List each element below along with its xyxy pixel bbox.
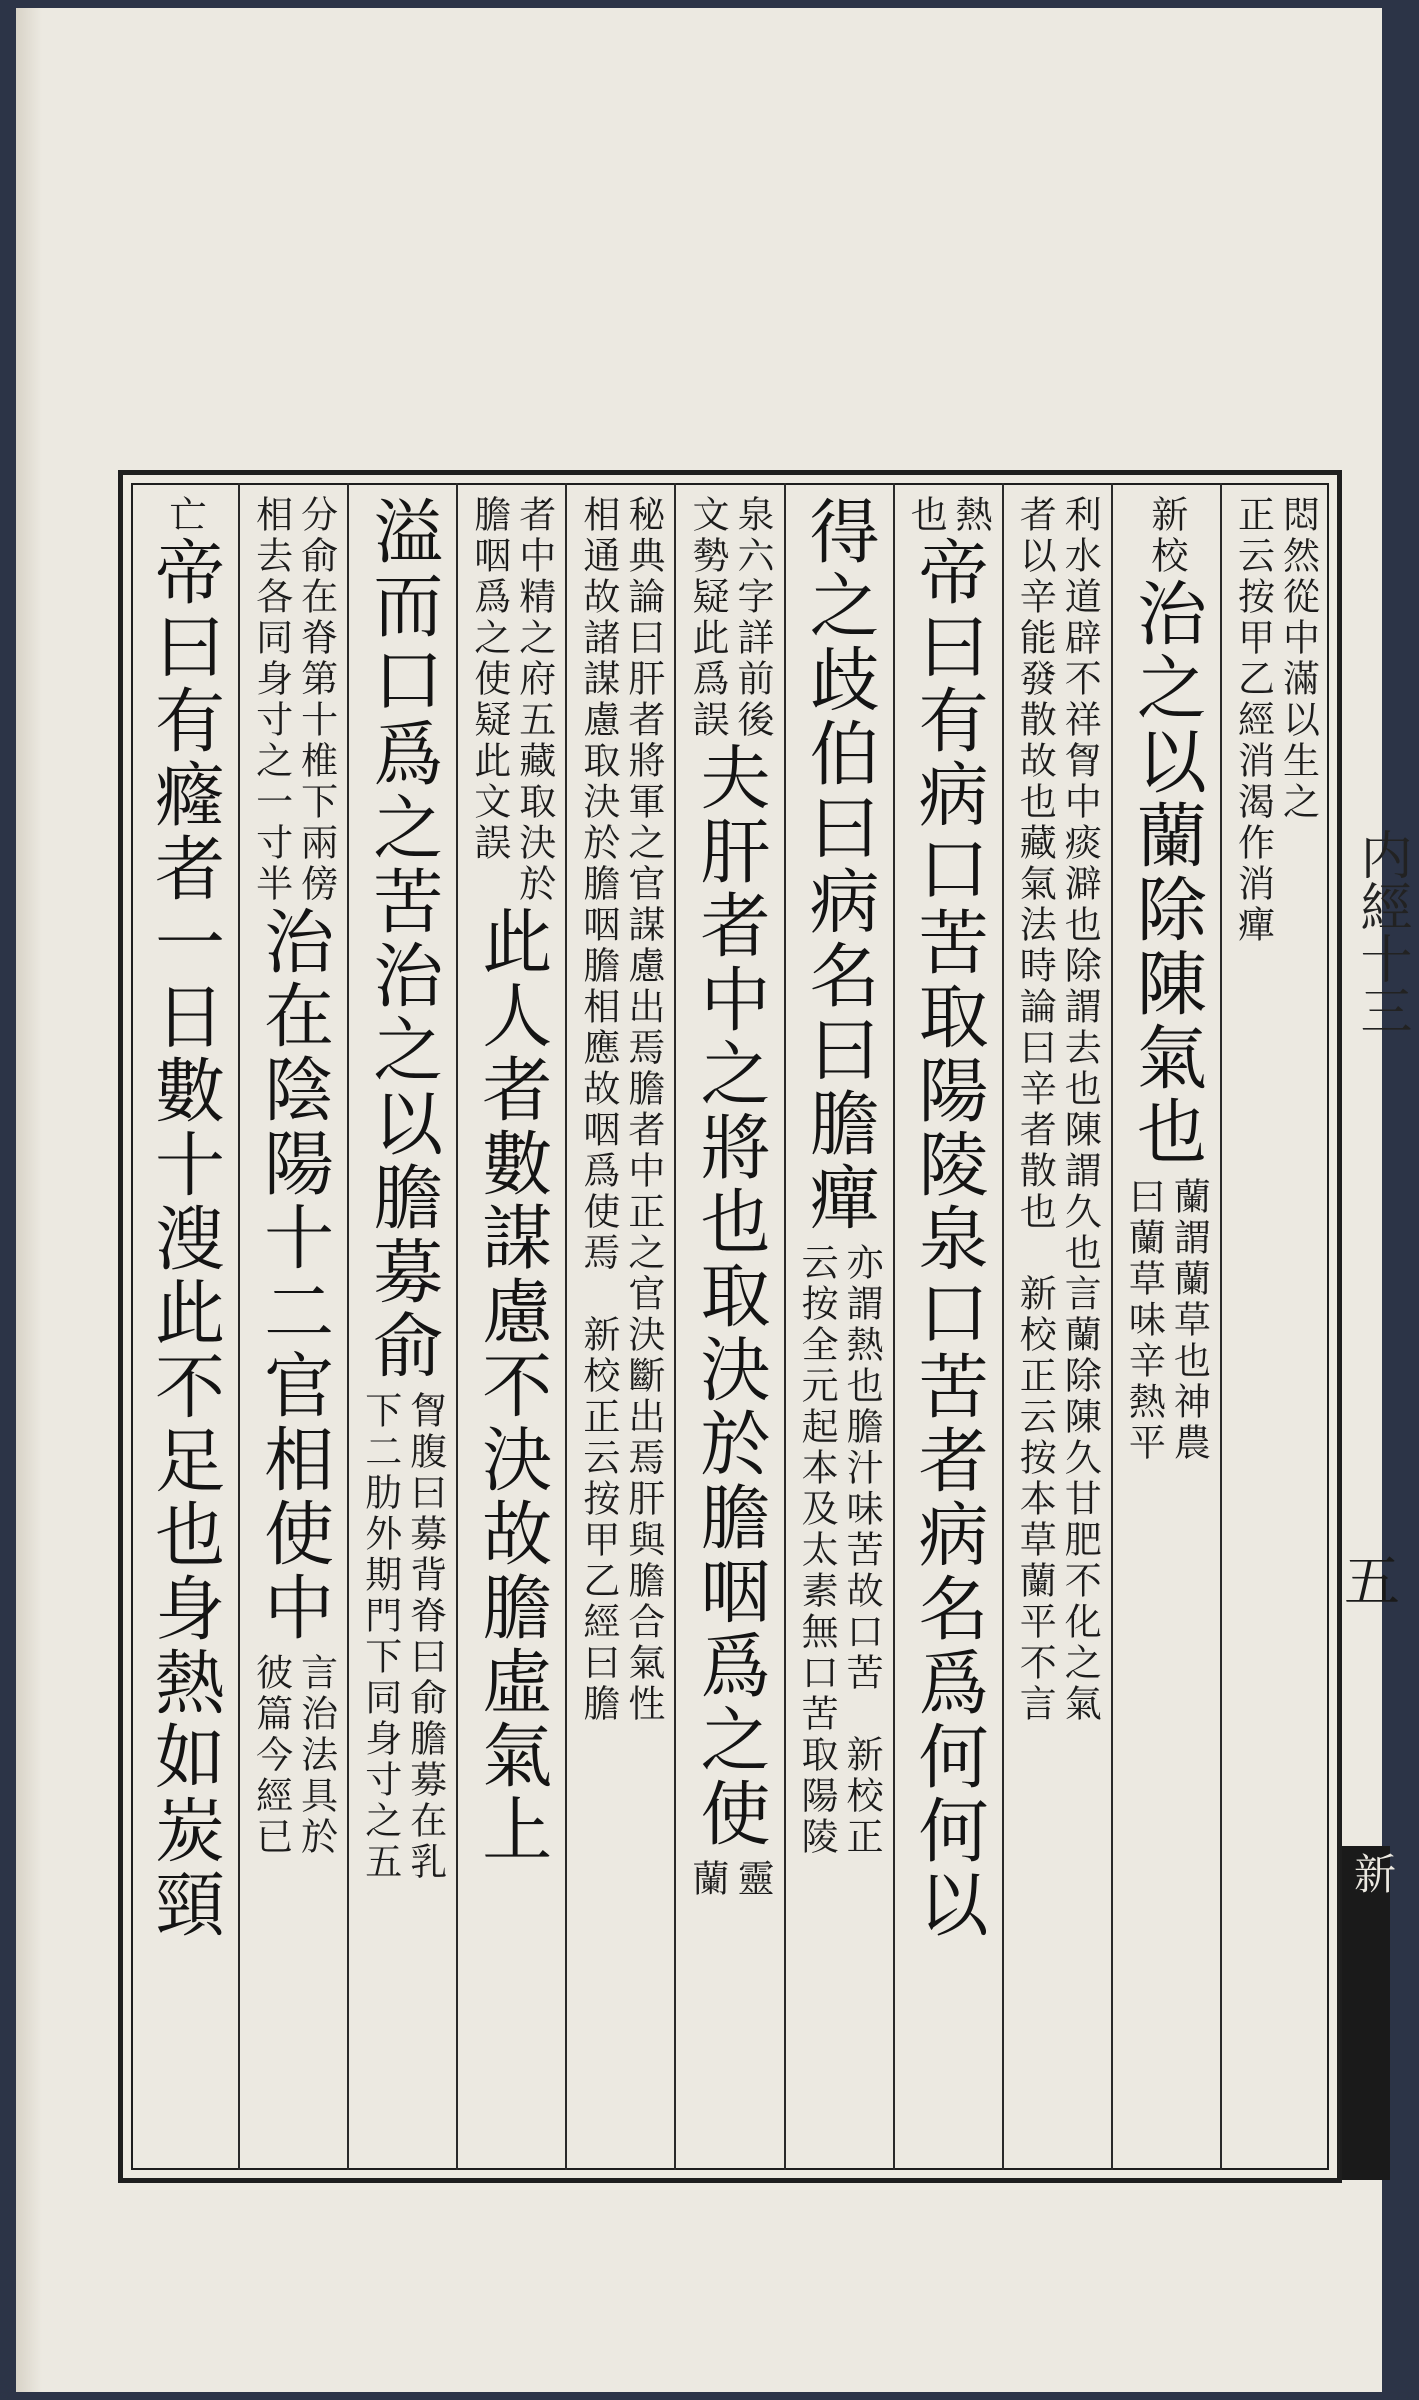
note-pair bbox=[904, 495, 993, 536]
note-line-left: 曰蘭草味辛熱平 bbox=[1122, 1177, 1166, 1464]
note-line-left: 者以辛能發散故也藏氣法時論曰辛者散也 新校正云按本草蘭平不言 bbox=[1013, 495, 1057, 1725]
note-line-right: 者中精之府五藏取決於 bbox=[512, 495, 556, 905]
note-line-left: 蘭 bbox=[685, 1859, 729, 1900]
note-line-right: 分俞在脊第十椎下兩傍 bbox=[294, 495, 338, 905]
note-line-right: 泉六字詳前後 bbox=[730, 495, 774, 741]
note-line-right: 言治法具於 bbox=[294, 1653, 338, 1858]
note-pair bbox=[1231, 495, 1320, 946]
note-pair bbox=[1122, 1177, 1211, 1464]
fish-tail-block bbox=[1342, 1846, 1397, 2180]
text-column-4 bbox=[893, 483, 1002, 2170]
text-column-6 bbox=[674, 483, 783, 2170]
page-gutter bbox=[16, 8, 42, 2392]
main-text: 帝曰有病口苦取陽陵泉口苦者病名爲何何以 bbox=[907, 536, 990, 1942]
main-text: 溢而口爲之苦治之以膽募俞 bbox=[361, 495, 444, 1383]
note-line-left: 相通故諸謀慮取決於膽咽膽相應故咽爲使焉 新校正云按甲乙經曰膽 bbox=[576, 495, 620, 1725]
note-line-left: 也 bbox=[904, 495, 948, 536]
text-column-11 bbox=[131, 483, 238, 2170]
text-column-10 bbox=[238, 483, 347, 2170]
note-pair bbox=[795, 1243, 884, 1858]
text-column-5 bbox=[784, 483, 893, 2170]
text-column-7 bbox=[565, 483, 674, 2170]
note-line-left: 相去各同身寸之一寸半 bbox=[249, 495, 293, 905]
main-text: 帝曰有癃者一日數十溲此不足也身熱如炭頸 bbox=[143, 536, 226, 1942]
note-pair bbox=[576, 495, 665, 1725]
note-line: 亡 bbox=[163, 495, 207, 536]
text-column-8 bbox=[456, 483, 565, 2170]
main-text: 得之歧伯曰病名曰膽癉 bbox=[798, 495, 881, 1235]
note-pair bbox=[685, 495, 774, 741]
text-column-3 bbox=[1002, 483, 1111, 2170]
note-line-right: 胷腹曰募背脊曰俞膽募在乳 bbox=[403, 1391, 447, 1883]
note-line-right: 利水道辟不祥胷中痰澼也除謂去也陳謂久也言蘭除陳久甘肥不化之氣 bbox=[1058, 495, 1102, 1725]
text-columns bbox=[131, 483, 1329, 2170]
note-line-right: 悶然從中滿以生之 bbox=[1276, 495, 1320, 823]
note-line-right: 蘭謂蘭草也神農 bbox=[1167, 1177, 1211, 1464]
note-line-left: 下二肋外期門下同身寸之五 bbox=[358, 1391, 402, 1883]
note-line-left: 膽咽爲之使疑此文誤 bbox=[467, 495, 511, 864]
note-line: 新校 bbox=[1144, 495, 1188, 577]
note-pair bbox=[358, 1391, 447, 1883]
note-line-right: 熱 bbox=[949, 495, 993, 536]
note-line-right: 靈 bbox=[730, 1859, 774, 1900]
block-label: 新 bbox=[1348, 1852, 1397, 1894]
main-text: 此人者數謀慮不決故膽虛氣上 bbox=[470, 905, 553, 1867]
note-pair bbox=[685, 1859, 774, 1900]
text-column-2 bbox=[1111, 483, 1220, 2170]
note-line-left: 正云按甲乙經消渴作消癉 bbox=[1231, 495, 1275, 946]
margin-title: 内經十三 bbox=[1351, 828, 1411, 1036]
note-pair bbox=[249, 495, 338, 905]
note-line-right: 秘典論曰肝者將軍之官謀慮出焉膽者中正之官決斷出焉肝與膽合氣性 bbox=[621, 495, 665, 1725]
main-text: 夫肝者中之將也取決於膽咽爲之使 bbox=[688, 741, 771, 1851]
main-text: 治在陰陽十二官相使中 bbox=[252, 905, 335, 1645]
text-column-9 bbox=[347, 483, 456, 2170]
note-line-left: 彼篇今經已 bbox=[249, 1653, 293, 1858]
folio-number: 五 bbox=[1344, 1550, 1400, 1615]
note-line-right: 亦謂熱也膽汁味苦故口苦 新校正 bbox=[840, 1243, 884, 1858]
note-line-left: 云按全元起本及太素無口苦取陽陵 bbox=[795, 1243, 839, 1858]
text-column-1 bbox=[1220, 483, 1329, 2170]
book-page bbox=[16, 8, 1411, 2392]
note-pair bbox=[1013, 495, 1102, 1725]
main-text: 治之以蘭除陳氣也 bbox=[1125, 577, 1208, 1169]
note-pair bbox=[249, 1653, 338, 1858]
note-line-left: 文勢疑此爲誤 bbox=[685, 495, 729, 741]
text-frame bbox=[118, 470, 1342, 2183]
note-pair bbox=[467, 495, 556, 905]
